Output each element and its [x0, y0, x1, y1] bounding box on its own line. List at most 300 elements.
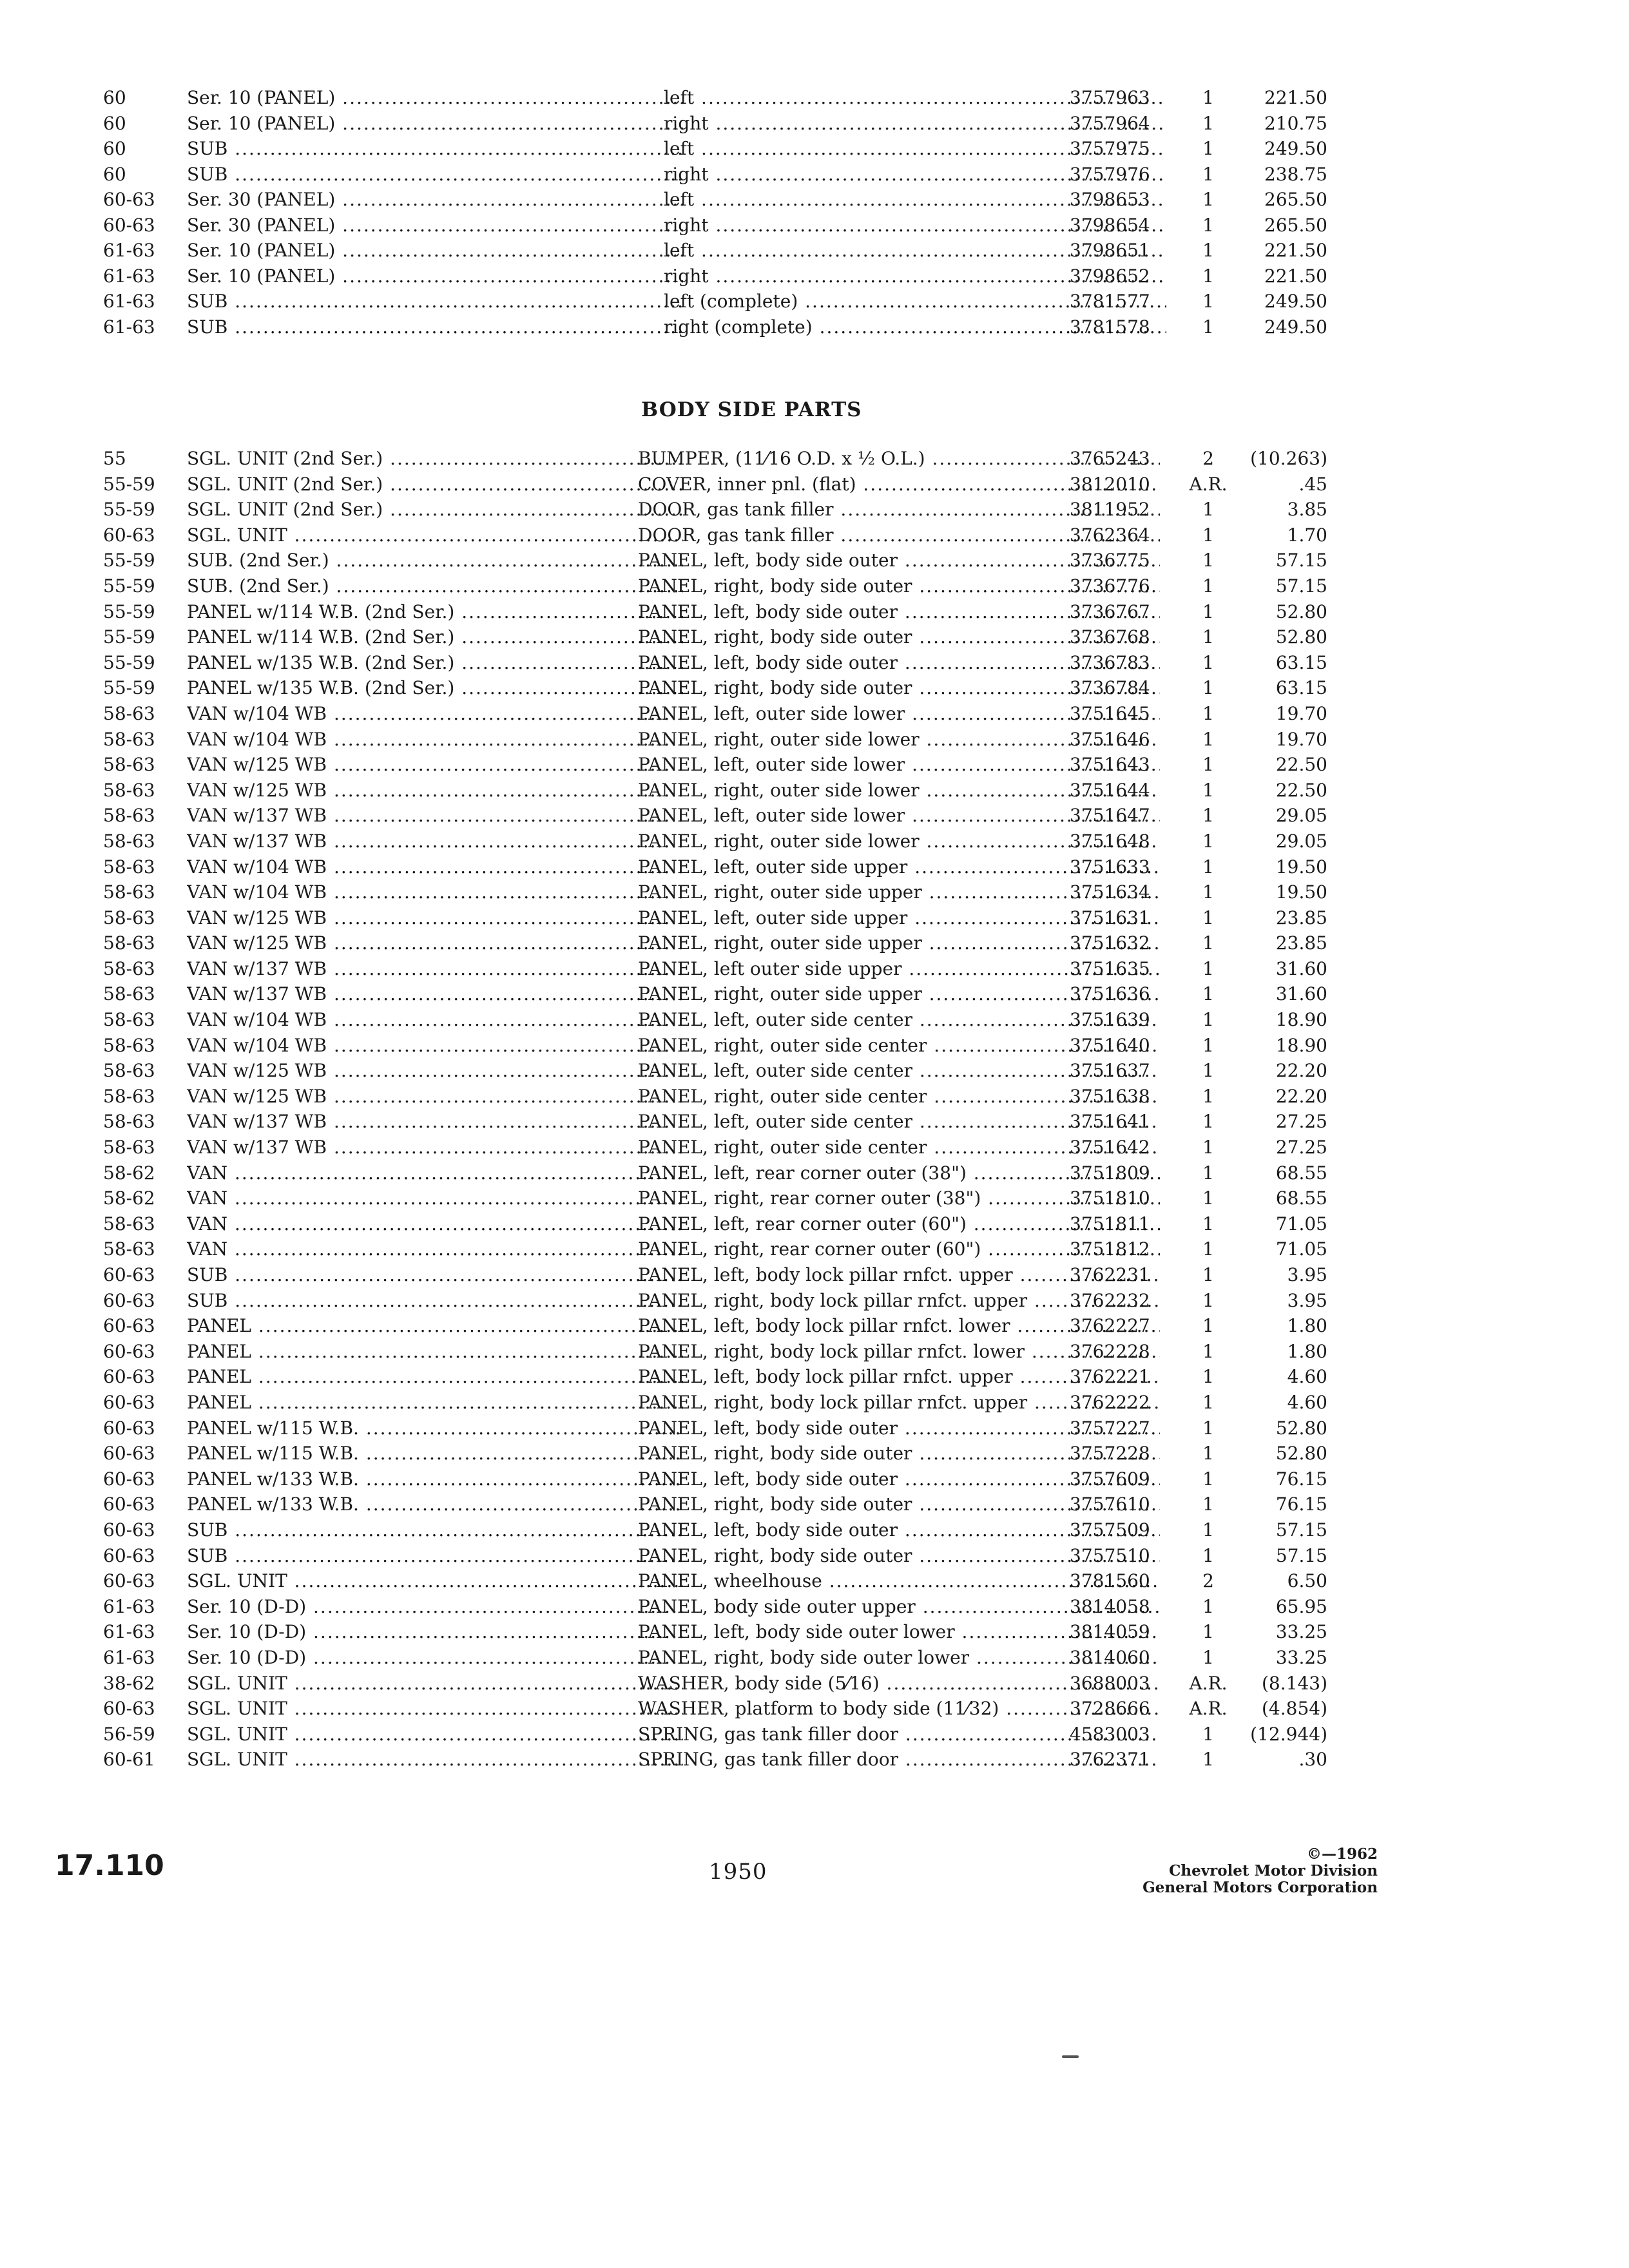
- description-cell: WASHER, body side (5⁄16) .....: [638, 1671, 1160, 1696]
- description-cell: PANEL, right, outer side lower .....: [638, 829, 1160, 854]
- table-row: [103, 1466, 1327, 1492]
- price-cell: (4.854): [1261, 1698, 1327, 1720]
- description-cell: PANEL, right, body lock pillar rnfct. upper .....: [638, 1390, 1160, 1416]
- table-row: [103, 1416, 1327, 1441]
- price-cell: 52.80: [1275, 626, 1327, 648]
- model-cell: SUB .....: [187, 1262, 683, 1288]
- year-cell: 60-61: [103, 1749, 155, 1771]
- quantity-cell: 1: [1202, 138, 1214, 159]
- year-cell: 58-63: [103, 1060, 155, 1082]
- quantity-cell: 1: [1202, 1443, 1214, 1465]
- table-row: [103, 1619, 1327, 1645]
- description-cell: PANEL, left, outer side lower .....: [638, 803, 1160, 829]
- quantity-cell: 1: [1202, 1238, 1214, 1260]
- model-cell: VAN w/125 WB .....: [187, 1058, 683, 1084]
- year-cell: 58-63: [103, 1085, 155, 1107]
- model-cell: VAN .....: [187, 1160, 683, 1186]
- table-row: [103, 1339, 1327, 1365]
- quantity-cell: 1: [1202, 1060, 1214, 1082]
- model-cell: PANEL .....: [187, 1364, 683, 1390]
- part-number-cell: 3781560: [1070, 1570, 1150, 1592]
- part-number-cell: 3751811: [1070, 1213, 1150, 1235]
- price-cell: 19.70: [1275, 702, 1327, 724]
- model-cell: PANEL w/115 W.B. .....: [187, 1441, 683, 1466]
- part-number-cell: 3757609: [1070, 1468, 1150, 1490]
- table-row: [103, 1084, 1327, 1110]
- model-cell: PANEL w/115 W.B. .....: [187, 1416, 683, 1441]
- description-cell: PANEL, wheelhouse .....: [638, 1568, 1160, 1594]
- model-cell: PANEL w/133 W.B. .....: [187, 1492, 683, 1517]
- year-cell: 60-63: [103, 1698, 155, 1720]
- model-cell: SUB. (2nd Ser.) .....: [187, 573, 683, 599]
- part-number-cell: 3736783: [1070, 651, 1150, 673]
- quantity-cell: 1: [1202, 881, 1214, 903]
- part-number-cell: 3751636: [1070, 983, 1150, 1005]
- part-number-cell: 3762227: [1070, 1315, 1150, 1337]
- part-number-cell: 3751633: [1070, 856, 1150, 878]
- part-number-cell: 3798654: [1070, 214, 1150, 236]
- year-cell: 60-63: [103, 1391, 155, 1413]
- table-row: [103, 829, 1327, 854]
- year-cell: 61-63: [103, 265, 155, 287]
- table-row: [103, 1135, 1327, 1160]
- quantity-cell: 1: [1202, 214, 1214, 236]
- description-cell: PANEL, right, body side outer .....: [638, 1441, 1160, 1466]
- description-cell: PANEL, left, outer side upper .....: [638, 905, 1160, 931]
- description-cell: PANEL, left, body side outer .....: [638, 1466, 1160, 1492]
- table-row: [103, 314, 1327, 340]
- year-cell: 58-63: [103, 754, 155, 776]
- price-cell: 23.85: [1275, 932, 1327, 954]
- quantity-cell: 1: [1202, 575, 1214, 597]
- price-cell: 29.05: [1275, 805, 1327, 827]
- description-cell: PANEL, right, body lock pillar rnfct. lower .....: [638, 1339, 1160, 1365]
- table-row: [103, 1390, 1327, 1416]
- table-row: [103, 1313, 1327, 1339]
- price-cell: 68.55: [1275, 1162, 1327, 1184]
- model-cell: VAN w/125 WB .....: [187, 905, 683, 931]
- table-row: [103, 727, 1327, 753]
- price-cell: 71.05: [1275, 1238, 1327, 1260]
- quantity-cell: 1: [1202, 1544, 1214, 1566]
- year-cell: 60-63: [103, 1340, 155, 1362]
- table-row: [103, 1364, 1327, 1390]
- model-cell: VAN .....: [187, 1186, 683, 1211]
- description-cell: PANEL, left, outer side center .....: [638, 1058, 1160, 1084]
- year-cell: 58-63: [103, 779, 155, 801]
- quantity-cell: 1: [1202, 240, 1214, 261]
- quantity-cell: 2: [1202, 448, 1214, 469]
- year-cell: 60: [103, 112, 126, 134]
- table-row: [103, 1186, 1327, 1211]
- model-cell: VAN w/125 WB .....: [187, 930, 683, 956]
- price-cell: 22.20: [1275, 1085, 1327, 1107]
- table-row: [103, 1288, 1327, 1314]
- model-cell: SGL. UNIT .....: [187, 1696, 683, 1722]
- model-cell: SUB .....: [187, 1543, 683, 1569]
- part-number-cell: 3812010: [1070, 473, 1150, 495]
- price-cell: .30: [1298, 1749, 1327, 1771]
- part-number-cell: 3736776: [1070, 575, 1150, 597]
- description-cell: left .....: [664, 238, 1166, 264]
- part-number-cell: 3751642: [1070, 1137, 1150, 1158]
- quantity-cell: 1: [1202, 316, 1214, 338]
- year-cell: 60: [103, 87, 126, 108]
- model-cell: VAN w/104 WB .....: [187, 727, 683, 753]
- model-cell: SGL. UNIT (2nd Ser.) .....: [187, 497, 683, 523]
- description-cell: SPRING, gas tank filler door .....: [638, 1747, 1160, 1773]
- part-number-cell: 3811952: [1070, 499, 1150, 521]
- model-cell: PANEL w/114 W.B. (2nd Ser.) .....: [187, 599, 683, 625]
- year-cell: 58-63: [103, 728, 155, 750]
- table-row: [103, 1517, 1327, 1543]
- description-cell: PANEL, left, body side outer .....: [638, 548, 1160, 573]
- part-number-cell: 3736775: [1070, 550, 1150, 572]
- year-cell: 58-63: [103, 830, 155, 852]
- price-cell: 68.55: [1275, 1187, 1327, 1209]
- year-cell: 61-63: [103, 291, 155, 312]
- part-number-cell: 3751647: [1070, 805, 1150, 827]
- table-row: [103, 573, 1327, 599]
- description-cell: PANEL, right, body lock pillar rnfct. upper .....: [638, 1288, 1160, 1314]
- year-cell: 60-63: [103, 524, 155, 546]
- quantity-cell: 1: [1202, 1187, 1214, 1209]
- price-cell: .45: [1298, 473, 1327, 495]
- description-cell: PANEL, right, body side outer .....: [638, 675, 1160, 701]
- table-row: [103, 238, 1327, 264]
- quantity-cell: A.R.: [1189, 1672, 1228, 1694]
- year-cell: 55-59: [103, 575, 155, 597]
- table-row: [103, 111, 1327, 137]
- year-cell: 58-63: [103, 856, 155, 878]
- table-row: [103, 446, 1327, 472]
- quantity-cell: 1: [1202, 677, 1214, 699]
- table-row: [103, 854, 1327, 880]
- table-row: [103, 752, 1327, 778]
- table-row: [103, 675, 1327, 701]
- table-row: [103, 1671, 1327, 1696]
- table-row: [103, 956, 1327, 982]
- description-cell: PANEL, right, rear corner outer (38") .....: [638, 1186, 1160, 1211]
- price-cell: 22.50: [1275, 779, 1327, 801]
- quantity-cell: 1: [1202, 1289, 1214, 1311]
- part-number-cell: 3751646: [1070, 728, 1150, 750]
- year-cell: 60-63: [103, 1519, 155, 1541]
- section-heading: BODY SIDE PARTS: [641, 398, 862, 421]
- description-cell: right .....: [664, 213, 1166, 238]
- year-cell: 58-63: [103, 957, 155, 979]
- part-number-cell: 3814059: [1070, 1621, 1150, 1643]
- table-row: [103, 497, 1327, 523]
- table-row: [103, 1568, 1327, 1594]
- quantity-cell: 1: [1202, 1085, 1214, 1107]
- quantity-cell: 1: [1202, 1137, 1214, 1158]
- quantity-cell: 1: [1202, 1621, 1214, 1643]
- part-number-cell: 3762232: [1070, 1289, 1150, 1311]
- model-cell: PANEL .....: [187, 1339, 683, 1365]
- price-cell: 57.15: [1275, 1544, 1327, 1566]
- model-cell: VAN w/137 WB .....: [187, 829, 683, 854]
- price-cell: 1.80: [1287, 1340, 1327, 1362]
- price-cell: 1.80: [1287, 1315, 1327, 1337]
- copyright-line: ©—1962: [1306, 1845, 1378, 1863]
- year-cell: 60-63: [103, 1468, 155, 1490]
- year-cell: 60-63: [103, 189, 155, 210]
- description-cell: PANEL, right, body side outer .....: [638, 624, 1160, 650]
- part-number-cell: 3798653: [1070, 189, 1150, 210]
- description-cell: COVER, inner pnl. (flat) .....: [638, 472, 1160, 497]
- model-cell: Ser. 30 (PANEL) .....: [187, 187, 683, 213]
- table-row: [103, 1033, 1327, 1059]
- price-cell: 18.90: [1275, 1009, 1327, 1031]
- model-cell: SGL. UNIT .....: [187, 1747, 683, 1773]
- year-cell: 55-59: [103, 601, 155, 622]
- model-cell: SUB .....: [187, 289, 683, 314]
- description-cell: PANEL, left outer side upper .....: [638, 956, 1160, 982]
- year-cell: 56-59: [103, 1723, 155, 1745]
- year-cell: 60-63: [103, 1443, 155, 1465]
- table-row: [103, 1594, 1327, 1620]
- scan-speck: [1062, 2055, 1079, 2058]
- part-number-cell: 3798652: [1070, 265, 1150, 287]
- year-cell: 61-63: [103, 240, 155, 261]
- quantity-cell: 1: [1202, 1391, 1214, 1413]
- part-number-cell: 3751812: [1070, 1238, 1150, 1260]
- model-cell: SUB .....: [187, 162, 683, 187]
- quantity-cell: 1: [1202, 1494, 1214, 1515]
- part-number-cell: 3751634: [1070, 881, 1150, 903]
- price-cell: 29.05: [1275, 830, 1327, 852]
- part-number-cell: 3751635: [1070, 957, 1150, 979]
- description-cell: PANEL, left, outer side lower .....: [638, 701, 1160, 727]
- part-number-cell: 3781578: [1070, 316, 1150, 338]
- part-number-cell: 3736767: [1070, 601, 1150, 622]
- description-cell: PANEL, left, body side outer lower .....: [638, 1619, 1160, 1645]
- table-row: [103, 778, 1327, 803]
- price-cell: 57.15: [1275, 550, 1327, 572]
- year-cell: 55: [103, 448, 126, 469]
- model-cell: SUB. (2nd Ser.) .....: [187, 548, 683, 573]
- price-cell: 52.80: [1275, 1443, 1327, 1465]
- price-cell: 52.80: [1275, 601, 1327, 622]
- quantity-cell: 1: [1202, 1417, 1214, 1439]
- year-cell: 55-59: [103, 499, 155, 521]
- quantity-cell: 1: [1202, 1468, 1214, 1490]
- price-cell: 4.60: [1287, 1366, 1327, 1388]
- year-cell: 58-63: [103, 1137, 155, 1158]
- model-cell: VAN w/104 WB .....: [187, 701, 683, 727]
- part-number-cell: 3751643: [1070, 754, 1150, 776]
- part-number-cell: 3736784: [1070, 677, 1150, 699]
- model-cell: SUB .....: [187, 1288, 683, 1314]
- part-number-cell: 3757227: [1070, 1417, 1150, 1439]
- model-cell: PANEL .....: [187, 1390, 683, 1416]
- model-cell: VAN w/104 WB .....: [187, 1007, 683, 1033]
- table-row: [103, 1211, 1327, 1237]
- price-cell: 76.15: [1275, 1494, 1327, 1515]
- table-row: [103, 289, 1327, 314]
- price-cell: 23.85: [1275, 907, 1327, 928]
- price-cell: 19.50: [1275, 881, 1327, 903]
- model-cell: PANEL .....: [187, 1313, 683, 1339]
- quantity-cell: 1: [1202, 856, 1214, 878]
- part-number-cell: 3757964: [1070, 112, 1150, 134]
- model-cell: SGL. UNIT .....: [187, 1671, 683, 1696]
- table-row: [103, 264, 1327, 289]
- table-row: [103, 1492, 1327, 1517]
- price-cell: 238.75: [1264, 163, 1327, 185]
- page-number: 17.110: [55, 1849, 164, 1882]
- part-number-cell: 3736768: [1070, 626, 1150, 648]
- description-cell: right .....: [664, 264, 1166, 289]
- description-cell: PANEL, right, outer side lower .....: [638, 727, 1160, 753]
- table-row: [103, 472, 1327, 497]
- year-cell: 58-63: [103, 1213, 155, 1235]
- year-cell: 38-62: [103, 1672, 155, 1694]
- price-cell: 3.85: [1287, 499, 1327, 521]
- year-cell: 61-63: [103, 1595, 155, 1617]
- part-number-cell: 3757510: [1070, 1544, 1150, 1566]
- description-cell: PANEL, left, body side outer .....: [638, 1416, 1160, 1441]
- part-number-cell: 3751810: [1070, 1187, 1150, 1209]
- model-cell: VAN w/137 WB .....: [187, 1135, 683, 1160]
- model-cell: VAN w/125 WB .....: [187, 752, 683, 778]
- copyright-line: General Motors Corporation: [1142, 1879, 1378, 1896]
- description-cell: PANEL, left, body side outer .....: [638, 599, 1160, 625]
- quantity-cell: 1: [1202, 87, 1214, 108]
- table-row: [103, 1722, 1327, 1747]
- table-row: [103, 599, 1327, 625]
- table-row: [103, 1441, 1327, 1466]
- quantity-cell: 1: [1202, 702, 1214, 724]
- year-cell: 58-63: [103, 932, 155, 954]
- description-cell: right (complete) .....: [664, 314, 1166, 340]
- model-cell: SGL. UNIT (2nd Ser.) .....: [187, 446, 683, 472]
- description-cell: PANEL, right, body side outer .....: [638, 1492, 1160, 1517]
- model-cell: VAN w/104 WB .....: [187, 1033, 683, 1059]
- quantity-cell: 1: [1202, 1340, 1214, 1362]
- table-row: [103, 1543, 1327, 1569]
- price-cell: 249.50: [1264, 138, 1327, 159]
- description-cell: DOOR, gas tank filler .....: [638, 523, 1160, 548]
- price-cell: 3.95: [1287, 1289, 1327, 1311]
- description-cell: WASHER, platform to body side (11⁄32) .....: [638, 1696, 1160, 1722]
- part-number-cell: 3762221: [1070, 1366, 1150, 1388]
- year-cell: 60: [103, 163, 126, 185]
- model-cell: PANEL w/133 W.B. .....: [187, 1466, 683, 1492]
- part-number-cell: 3751641: [1070, 1111, 1150, 1133]
- price-cell: 4.60: [1287, 1391, 1327, 1413]
- description-cell: PANEL, left, body side outer .....: [638, 650, 1160, 676]
- part-number-cell: 3751644: [1070, 779, 1150, 801]
- quantity-cell: 1: [1202, 524, 1214, 546]
- table-row: [103, 1262, 1327, 1288]
- quantity-cell: 2: [1202, 1570, 1214, 1592]
- table-row: [103, 548, 1327, 573]
- footer-center-text: 1950: [709, 1859, 767, 1885]
- price-cell: 221.50: [1264, 87, 1327, 108]
- table-row: [103, 85, 1327, 111]
- quantity-cell: 1: [1202, 1111, 1214, 1133]
- model-cell: VAN w/137 WB .....: [187, 956, 683, 982]
- description-cell: DOOR, gas tank filler .....: [638, 497, 1160, 523]
- model-cell: SGL. UNIT (2nd Ser.) .....: [187, 472, 683, 497]
- table-row: [103, 905, 1327, 931]
- model-cell: PANEL w/114 W.B. (2nd Ser.) .....: [187, 624, 683, 650]
- price-cell: 52.80: [1275, 1417, 1327, 1439]
- table-row: [103, 1058, 1327, 1084]
- year-cell: 60-63: [103, 1315, 155, 1337]
- price-cell: (10.263): [1250, 448, 1327, 469]
- quantity-cell: A.R.: [1189, 1698, 1228, 1720]
- description-cell: PANEL, right, body side outer lower .....: [638, 1645, 1160, 1671]
- copyright-line: Chevrolet Motor Division: [1169, 1862, 1378, 1879]
- table-row: [103, 879, 1327, 905]
- quantity-cell: 1: [1202, 1595, 1214, 1617]
- table-row: [103, 1696, 1327, 1722]
- table-row: [103, 981, 1327, 1007]
- description-cell: PANEL, left, outer side center .....: [638, 1007, 1160, 1033]
- price-cell: 22.50: [1275, 754, 1327, 776]
- price-cell: 6.50: [1287, 1570, 1327, 1592]
- copyright-block: [1142, 1846, 1378, 1896]
- price-cell: 71.05: [1275, 1213, 1327, 1235]
- model-cell: SUB .....: [187, 136, 683, 162]
- price-cell: 63.15: [1275, 677, 1327, 699]
- year-cell: 58-63: [103, 907, 155, 928]
- year-cell: 58-62: [103, 1187, 155, 1209]
- description-cell: PANEL, left, rear corner outer (38") .....: [638, 1160, 1160, 1186]
- year-cell: 61-63: [103, 1621, 155, 1643]
- year-cell: 58-63: [103, 702, 155, 724]
- model-cell: Ser. 30 (PANEL) .....: [187, 213, 683, 238]
- description-cell: PANEL, left, outer side upper .....: [638, 854, 1160, 880]
- quantity-cell: 1: [1202, 651, 1214, 673]
- year-cell: 55-59: [103, 651, 155, 673]
- price-cell: 221.50: [1264, 265, 1327, 287]
- model-cell: VAN .....: [187, 1236, 683, 1262]
- description-cell: PANEL, left, rear corner outer (60") .....: [638, 1211, 1160, 1237]
- part-number-cell: 3757975: [1070, 138, 1150, 159]
- table-row: [103, 624, 1327, 650]
- description-cell: PANEL, right, outer side upper .....: [638, 930, 1160, 956]
- description-cell: right .....: [664, 162, 1166, 187]
- table-row: [103, 187, 1327, 213]
- model-cell: SGL. UNIT .....: [187, 1722, 683, 1747]
- year-cell: 60: [103, 138, 126, 159]
- quantity-cell: 1: [1202, 291, 1214, 312]
- part-number-cell: 3751639: [1070, 1009, 1150, 1031]
- quantity-cell: 1: [1202, 601, 1214, 622]
- quantity-cell: 1: [1202, 983, 1214, 1005]
- description-cell: PANEL, right, outer side center .....: [638, 1135, 1160, 1160]
- model-cell: SGL. UNIT .....: [187, 1568, 683, 1594]
- part-number-cell: 3751648: [1070, 830, 1150, 852]
- description-cell: BUMPER, (11⁄16 O.D. x ½ O.L.) .....: [638, 446, 1160, 472]
- model-cell: Ser. 10 (D-D) .....: [187, 1645, 683, 1671]
- year-cell: 60-63: [103, 1544, 155, 1566]
- model-cell: Ser. 10 (PANEL) .....: [187, 111, 683, 137]
- description-cell: PANEL, right, body side outer .....: [638, 573, 1160, 599]
- quantity-cell: 1: [1202, 1723, 1214, 1745]
- price-cell: 27.25: [1275, 1137, 1327, 1158]
- quantity-cell: 1: [1202, 499, 1214, 521]
- description-cell: PANEL, right, rear corner outer (60") .....: [638, 1236, 1160, 1262]
- price-cell: 210.75: [1264, 112, 1327, 134]
- price-cell: 27.25: [1275, 1111, 1327, 1133]
- price-cell: 76.15: [1275, 1468, 1327, 1490]
- price-cell: 249.50: [1264, 291, 1327, 312]
